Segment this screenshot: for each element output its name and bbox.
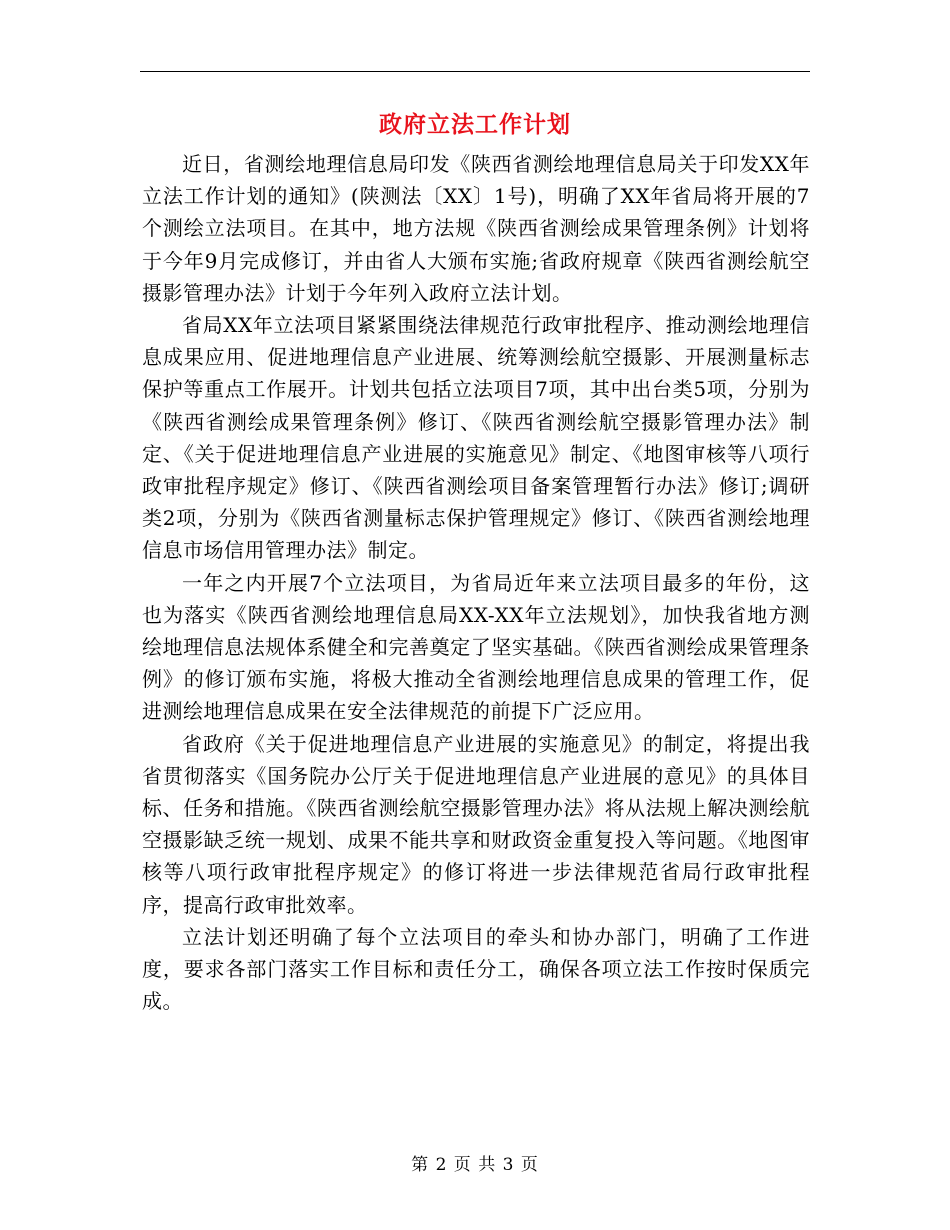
- page-number-footer: 第 2 页 共 3 页: [411, 1155, 539, 1175]
- paragraph-3: 一年之内开展7个立法项目，为省局近年来立法项目最多的年份，这也为落实《陕西省测绘地理信息局XX-XX年立法规划》，加快我省地方测绘地理信息法规体系健全和完善奠定了坚实基础。《陕西省测绘成果管理条例》的修订颁布实施，将极大推动全省测绘地理信息成果的管理工作，促进测绘地理信息成果在安全法律规范的前提下广泛应用。: [142, 570, 810, 724]
- document-body: [142, 148, 810, 1017]
- paragraph-2: 省局XX年立法项目紧紧围绕法律规范行政审批程序、推动测绘地理信息成果应用、促进地理信息产业进展、统筹测绘航空摄影、开展测量标志保护等重点工作展开。计划共包括立法项目7项，其中出台类5项，分别为《陕西省测绘成果管理条例》修订、《陕西省测绘航空摄影管理办法》制定、《关于促进地理信息产业进展的实施意见》制定、《地图审核等八项行政审批程序规定》修订、《陕西省测绘项目备案管理暂行办法》修订;调研类2项，分别为《陕西省测量标志保护管理规定》修订、《陕西省测绘地理信息市场信用管理办法》制定。: [142, 313, 810, 563]
- document-title: 政府立法工作计划: [379, 111, 571, 138]
- header-rule: [140, 71, 810, 72]
- paragraph-4: 省政府《关于促进地理信息产业进展的实施意见》的制定，将提出我省贯彻落实《国务院办公厅关于促进地理信息产业进展的意见》的具体目标、任务和措施。《陕西省测绘航空摄影管理办法》将从法规上解决测绘航空摄影缺乏统一规划、成果不能共享和财政资金重复投入等问题。《地图审核等八项行政审批程序规定》的修订将进一步法律规范省局行政审批程序，提高行政审批效率。: [142, 731, 810, 917]
- paragraph-5: 立法计划还明确了每个立法项目的牵头和协办部门，明确了工作进度，要求各部门落实工作目标和责任分工，确保各项立法工作按时保质完成。: [142, 924, 810, 1014]
- paragraph-1: 近日，省测绘地理信息局印发《陕西省测绘地理信息局关于印发XX年立法工作计划的通知》(陕测法〔XX〕1号)，明确了XX年省局将开展的7个测绘立法项目。在其中，地方法规《陕西省测绘成果管理条例》计划将于今年9月完成修订，并由省人大颁布实施;省政府规章《陕西省测绘航空摄影管理办法》计划于今年列入政府立法计划。: [142, 152, 810, 305]
